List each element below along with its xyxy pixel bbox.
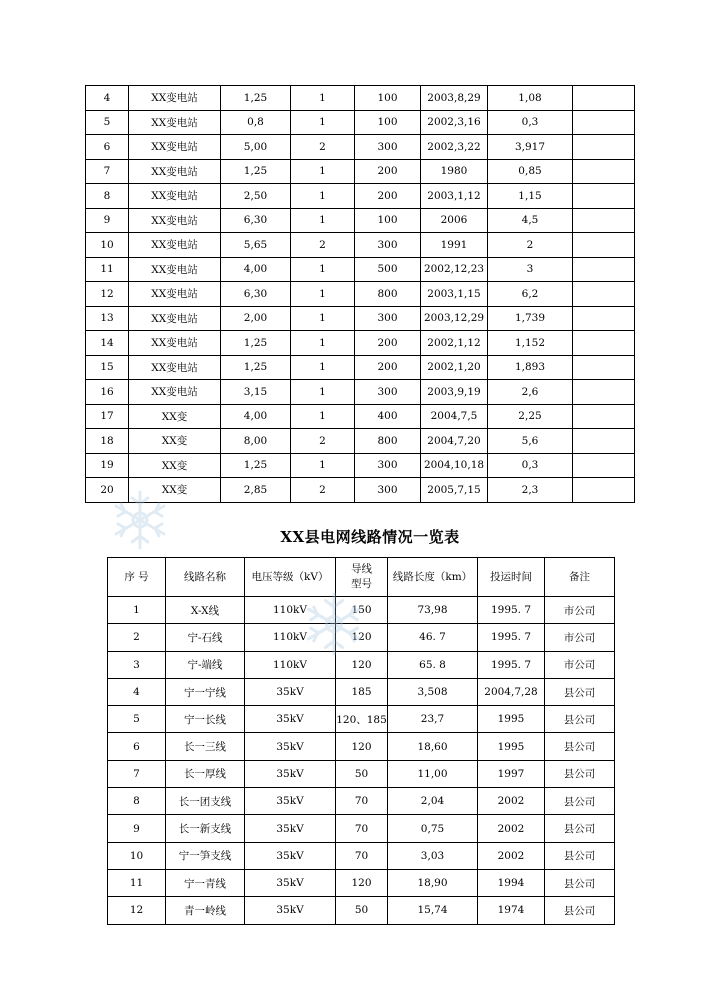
cell-remarks [573, 429, 635, 454]
table-row [108, 760, 615, 787]
cell-capacity: 1,25 [221, 86, 291, 111]
cell-voltage: 35kV [245, 733, 336, 760]
table-row [86, 257, 635, 282]
cell-count: 1 [291, 331, 355, 356]
table-row [86, 282, 635, 307]
cell-remarks: 县公司 [545, 869, 615, 896]
table-row [86, 233, 635, 258]
cell-conductor-type: 50 [336, 897, 388, 924]
cell-line-name: 宁一长线 [166, 706, 245, 733]
cell-count: 1 [291, 306, 355, 331]
cell-index: 17 [86, 404, 129, 429]
cell-remarks [573, 233, 635, 258]
cell-substation-name: XX变 [129, 478, 221, 503]
cell-conductor-type: 50 [336, 760, 388, 787]
cell-value: 1,08 [488, 86, 573, 111]
cell-capacity: 6,30 [221, 208, 291, 233]
cell-substation-name: XX变电站 [129, 184, 221, 209]
cell-count: 1 [291, 282, 355, 307]
table-row [108, 624, 615, 651]
cell-voltage: 110kV [245, 651, 336, 678]
cell-index: 9 [108, 815, 166, 842]
header-voltage: 电压等级（kV） [245, 558, 336, 597]
table-row [108, 869, 615, 896]
cell-index: 8 [86, 184, 129, 209]
cell-index: 5 [86, 110, 129, 135]
cell-remarks: 县公司 [545, 733, 615, 760]
cell-commission-date: 1994 [478, 869, 545, 896]
cell-index: 8 [108, 788, 166, 815]
cell-line-name: 青一岭线 [166, 897, 245, 924]
cell-count: 1 [291, 110, 355, 135]
cell-commission-date: 2004,7,28 [478, 678, 545, 705]
cell-conductor-type: 70 [336, 842, 388, 869]
cell-count: 1 [291, 355, 355, 380]
cell-substation-name: XX变 [129, 453, 221, 478]
cell-commission-date: 2005,7,15 [421, 478, 488, 503]
cell-rating: 300 [355, 306, 421, 331]
line-table-body [108, 597, 615, 925]
cell-value: 1,893 [488, 355, 573, 380]
cell-voltage: 35kV [245, 706, 336, 733]
cell-commission-date: 1980 [421, 159, 488, 184]
cell-capacity: 3,15 [221, 380, 291, 405]
cell-substation-name: XX变电站 [129, 257, 221, 282]
cell-value: 2,25 [488, 404, 573, 429]
header-conductor-type: 导线 型号 [336, 558, 388, 597]
cell-remarks [573, 306, 635, 331]
cell-commission-date: 2003,1,12 [421, 184, 488, 209]
cell-commission-date: 2003,8,29 [421, 86, 488, 111]
cell-rating: 200 [355, 184, 421, 209]
cell-commission-date: 2004,7,20 [421, 429, 488, 454]
cell-index: 6 [86, 135, 129, 160]
cell-index: 4 [86, 86, 129, 111]
cell-commission-date: 2006 [421, 208, 488, 233]
cell-line-length: 2,04 [388, 788, 478, 815]
cell-commission-date: 2004,7,5 [421, 404, 488, 429]
cell-count: 1 [291, 86, 355, 111]
cell-conductor-type: 120 [336, 651, 388, 678]
cell-remarks [573, 282, 635, 307]
cell-rating: 300 [355, 453, 421, 478]
cell-index: 9 [86, 208, 129, 233]
cell-line-name: 长一厚线 [166, 760, 245, 787]
cell-line-name: 长一新支线 [166, 815, 245, 842]
cell-rating: 800 [355, 282, 421, 307]
cell-remarks: 市公司 [545, 597, 615, 624]
cell-rating: 200 [355, 355, 421, 380]
cell-value: 2,6 [488, 380, 573, 405]
cell-line-length: 3,03 [388, 842, 478, 869]
cell-capacity: 0,8 [221, 110, 291, 135]
cell-line-length: 73,98 [388, 597, 478, 624]
header-commission-date: 投运时间 [478, 558, 545, 597]
substation-table-body [86, 86, 635, 503]
cell-index: 11 [86, 257, 129, 282]
cell-remarks: 县公司 [545, 760, 615, 787]
cell-rating: 200 [355, 331, 421, 356]
table-row [86, 355, 635, 380]
cell-index: 10 [86, 233, 129, 258]
cell-substation-name: XX变电站 [129, 159, 221, 184]
cell-count: 1 [291, 404, 355, 429]
header-remarks: 备注 [545, 558, 615, 597]
cell-line-name: 长一三线 [166, 733, 245, 760]
cell-capacity: 1,25 [221, 331, 291, 356]
cell-remarks [573, 184, 635, 209]
cell-voltage: 35kV [245, 788, 336, 815]
cell-index: 7 [86, 159, 129, 184]
cell-line-name: 宁一宁线 [166, 678, 245, 705]
cell-index: 13 [86, 306, 129, 331]
cell-remarks: 县公司 [545, 815, 615, 842]
cell-substation-name: XX变电站 [129, 282, 221, 307]
cell-count: 2 [291, 478, 355, 503]
cell-line-name: 宁一笋支线 [166, 842, 245, 869]
cell-substation-name: XX变电站 [129, 380, 221, 405]
cell-commission-date: 2002 [478, 842, 545, 869]
table-row [86, 110, 635, 135]
table-row [108, 597, 615, 624]
cell-voltage: 35kV [245, 678, 336, 705]
cell-count: 1 [291, 257, 355, 282]
cell-value: 3 [488, 257, 573, 282]
cell-index: 14 [86, 331, 129, 356]
cell-index: 2 [108, 624, 166, 651]
table-row [86, 135, 635, 160]
table-row [108, 788, 615, 815]
cell-commission-date: 2002,1,20 [421, 355, 488, 380]
cell-index: 11 [108, 869, 166, 896]
table-row [86, 331, 635, 356]
cell-substation-name: XX变电站 [129, 110, 221, 135]
cell-remarks: 县公司 [545, 706, 615, 733]
cell-line-name: 宁一青线 [166, 869, 245, 896]
cell-rating: 300 [355, 380, 421, 405]
cell-rating: 200 [355, 159, 421, 184]
cell-conductor-type: 120、185 [336, 706, 388, 733]
table-row [86, 306, 635, 331]
cell-remarks: 市公司 [545, 651, 615, 678]
cell-commission-date: 2003,1,15 [421, 282, 488, 307]
table-row [86, 453, 635, 478]
cell-rating: 300 [355, 478, 421, 503]
cell-value: 4,5 [488, 208, 573, 233]
cell-line-name: X-X线 [166, 597, 245, 624]
cell-commission-date: 1995. 7 [478, 651, 545, 678]
cell-voltage: 35kV [245, 897, 336, 924]
cell-substation-name: XX变电站 [129, 233, 221, 258]
cell-commission-date: 2002,1,12 [421, 331, 488, 356]
cell-commission-date: 2002,3,22 [421, 135, 488, 160]
cell-value: 5,6 [488, 429, 573, 454]
cell-index: 10 [108, 842, 166, 869]
cell-remarks: 县公司 [545, 842, 615, 869]
cell-remarks [573, 110, 635, 135]
cell-index: 12 [86, 282, 129, 307]
table-row [108, 842, 615, 869]
cell-capacity: 5,65 [221, 233, 291, 258]
cell-commission-date: 2002 [478, 788, 545, 815]
cell-capacity: 1,25 [221, 355, 291, 380]
cell-conductor-type: 70 [336, 788, 388, 815]
cell-capacity: 8,00 [221, 429, 291, 454]
cell-voltage: 110kV [245, 597, 336, 624]
cell-value: 0,3 [488, 110, 573, 135]
cell-value: 0,3 [488, 453, 573, 478]
cell-rating: 500 [355, 257, 421, 282]
header-row [108, 558, 615, 597]
cell-remarks: 县公司 [545, 788, 615, 815]
cell-index: 5 [108, 706, 166, 733]
cell-remarks [573, 404, 635, 429]
cell-conductor-type: 70 [336, 815, 388, 842]
cell-commission-date: 2004,10,18 [421, 453, 488, 478]
cell-index: 18 [86, 429, 129, 454]
cell-substation-name: XX变电站 [129, 306, 221, 331]
cell-count: 2 [291, 429, 355, 454]
cell-voltage: 35kV [245, 760, 336, 787]
cell-count: 1 [291, 380, 355, 405]
cell-remarks: 县公司 [545, 678, 615, 705]
cell-line-length: 46. 7 [388, 624, 478, 651]
cell-remarks [573, 380, 635, 405]
cell-substation-name: XX变 [129, 429, 221, 454]
cell-count: 1 [291, 159, 355, 184]
cell-conductor-type: 120 [336, 733, 388, 760]
table-row [86, 380, 635, 405]
cell-index: 20 [86, 478, 129, 503]
cell-remarks [573, 331, 635, 356]
cell-commission-date: 1995. 7 [478, 597, 545, 624]
cell-count: 1 [291, 208, 355, 233]
cell-commission-date: 2002,12,23 [421, 257, 488, 282]
cell-commission-date: 1991 [421, 233, 488, 258]
line-table-header [108, 558, 615, 597]
cell-voltage: 35kV [245, 815, 336, 842]
table-row [108, 706, 615, 733]
cell-capacity: 6,30 [221, 282, 291, 307]
cell-commission-date: 2003,9,19 [421, 380, 488, 405]
cell-remarks [573, 257, 635, 282]
cell-remarks [573, 159, 635, 184]
cell-count: 1 [291, 453, 355, 478]
cell-index: 6 [108, 733, 166, 760]
cell-commission-date: 1995 [478, 706, 545, 733]
cell-line-name: 宁-石线 [166, 624, 245, 651]
cell-remarks [573, 478, 635, 503]
cell-value: 1,15 [488, 184, 573, 209]
table-row [86, 184, 635, 209]
cell-capacity: 2,00 [221, 306, 291, 331]
table-row [86, 159, 635, 184]
cell-line-length: 23,7 [388, 706, 478, 733]
cell-line-length: 18,90 [388, 869, 478, 896]
cell-line-length: 15,74 [388, 897, 478, 924]
cell-index: 19 [86, 453, 129, 478]
cell-index: 4 [108, 678, 166, 705]
substation-table [85, 85, 635, 503]
cell-line-length: 0,75 [388, 815, 478, 842]
cell-substation-name: XX变电站 [129, 208, 221, 233]
cell-line-name: 长一团支线 [166, 788, 245, 815]
cell-value: 6,2 [488, 282, 573, 307]
cell-count: 2 [291, 135, 355, 160]
cell-substation-name: XX变电站 [129, 331, 221, 356]
cell-voltage: 35kV [245, 842, 336, 869]
cell-conductor-type: 185 [336, 678, 388, 705]
cell-remarks [573, 135, 635, 160]
cell-value: 2 [488, 233, 573, 258]
cell-index: 3 [108, 651, 166, 678]
header-index: 序 号 [108, 558, 166, 597]
cell-capacity: 2,85 [221, 478, 291, 503]
line-table-title: XX县电网线路情况一览表 [280, 528, 460, 546]
cell-value: 2,3 [488, 478, 573, 503]
header-line-name: 线路名称 [166, 558, 245, 597]
cell-commission-date: 2002,3,16 [421, 110, 488, 135]
cell-line-length: 18,60 [388, 733, 478, 760]
cell-index: 7 [108, 760, 166, 787]
table-row [108, 815, 615, 842]
table-row [86, 478, 635, 503]
line-table [107, 557, 615, 925]
cell-commission-date: 1997 [478, 760, 545, 787]
cell-rating: 300 [355, 135, 421, 160]
table-row [86, 404, 635, 429]
cell-rating: 100 [355, 110, 421, 135]
cell-count: 2 [291, 233, 355, 258]
table-row [86, 208, 635, 233]
table-row [86, 86, 635, 111]
cell-rating: 800 [355, 429, 421, 454]
cell-line-length: 11,00 [388, 760, 478, 787]
cell-count: 1 [291, 184, 355, 209]
table-row [108, 651, 615, 678]
cell-conductor-type: 120 [336, 869, 388, 896]
cell-value: 3,917 [488, 135, 573, 160]
cell-substation-name: XX变电站 [129, 86, 221, 111]
table-row [86, 429, 635, 454]
cell-conductor-type: 120 [336, 624, 388, 651]
cell-commission-date: 2003,12,29 [421, 306, 488, 331]
cell-value: 1,739 [488, 306, 573, 331]
cell-remarks [573, 453, 635, 478]
cell-capacity: 4,00 [221, 257, 291, 282]
cell-capacity: 4,00 [221, 404, 291, 429]
cell-capacity: 2,50 [221, 184, 291, 209]
cell-commission-date: 2002 [478, 815, 545, 842]
table-row [108, 897, 615, 924]
cell-index: 12 [108, 897, 166, 924]
cell-rating: 400 [355, 404, 421, 429]
cell-capacity: 5,00 [221, 135, 291, 160]
cell-commission-date: 1995 [478, 733, 545, 760]
cell-remarks: 市公司 [545, 624, 615, 651]
header-line-length: 线路长度（km） [388, 558, 478, 597]
cell-substation-name: XX变电站 [129, 135, 221, 160]
cell-commission-date: 1995. 7 [478, 624, 545, 651]
table-row [108, 733, 615, 760]
cell-index: 16 [86, 380, 129, 405]
cell-line-name: 宁-端线 [166, 651, 245, 678]
cell-conductor-type: 150 [336, 597, 388, 624]
cell-rating: 300 [355, 233, 421, 258]
cell-value: 1,152 [488, 331, 573, 356]
cell-substation-name: XX变 [129, 404, 221, 429]
cell-voltage: 35kV [245, 869, 336, 896]
cell-capacity: 1,25 [221, 159, 291, 184]
cell-remarks [573, 208, 635, 233]
cell-rating: 100 [355, 208, 421, 233]
cell-index: 15 [86, 355, 129, 380]
cell-index: 1 [108, 597, 166, 624]
cell-voltage: 110kV [245, 624, 336, 651]
table-row [108, 678, 615, 705]
cell-value: 0,85 [488, 159, 573, 184]
cell-remarks [573, 355, 635, 380]
cell-commission-date: 1974 [478, 897, 545, 924]
cell-remarks: 县公司 [545, 897, 615, 924]
cell-capacity: 1,25 [221, 453, 291, 478]
cell-line-length: 65. 8 [388, 651, 478, 678]
cell-line-length: 3,508 [388, 678, 478, 705]
cell-rating: 100 [355, 86, 421, 111]
cell-remarks [573, 86, 635, 111]
cell-substation-name: XX变电站 [129, 355, 221, 380]
